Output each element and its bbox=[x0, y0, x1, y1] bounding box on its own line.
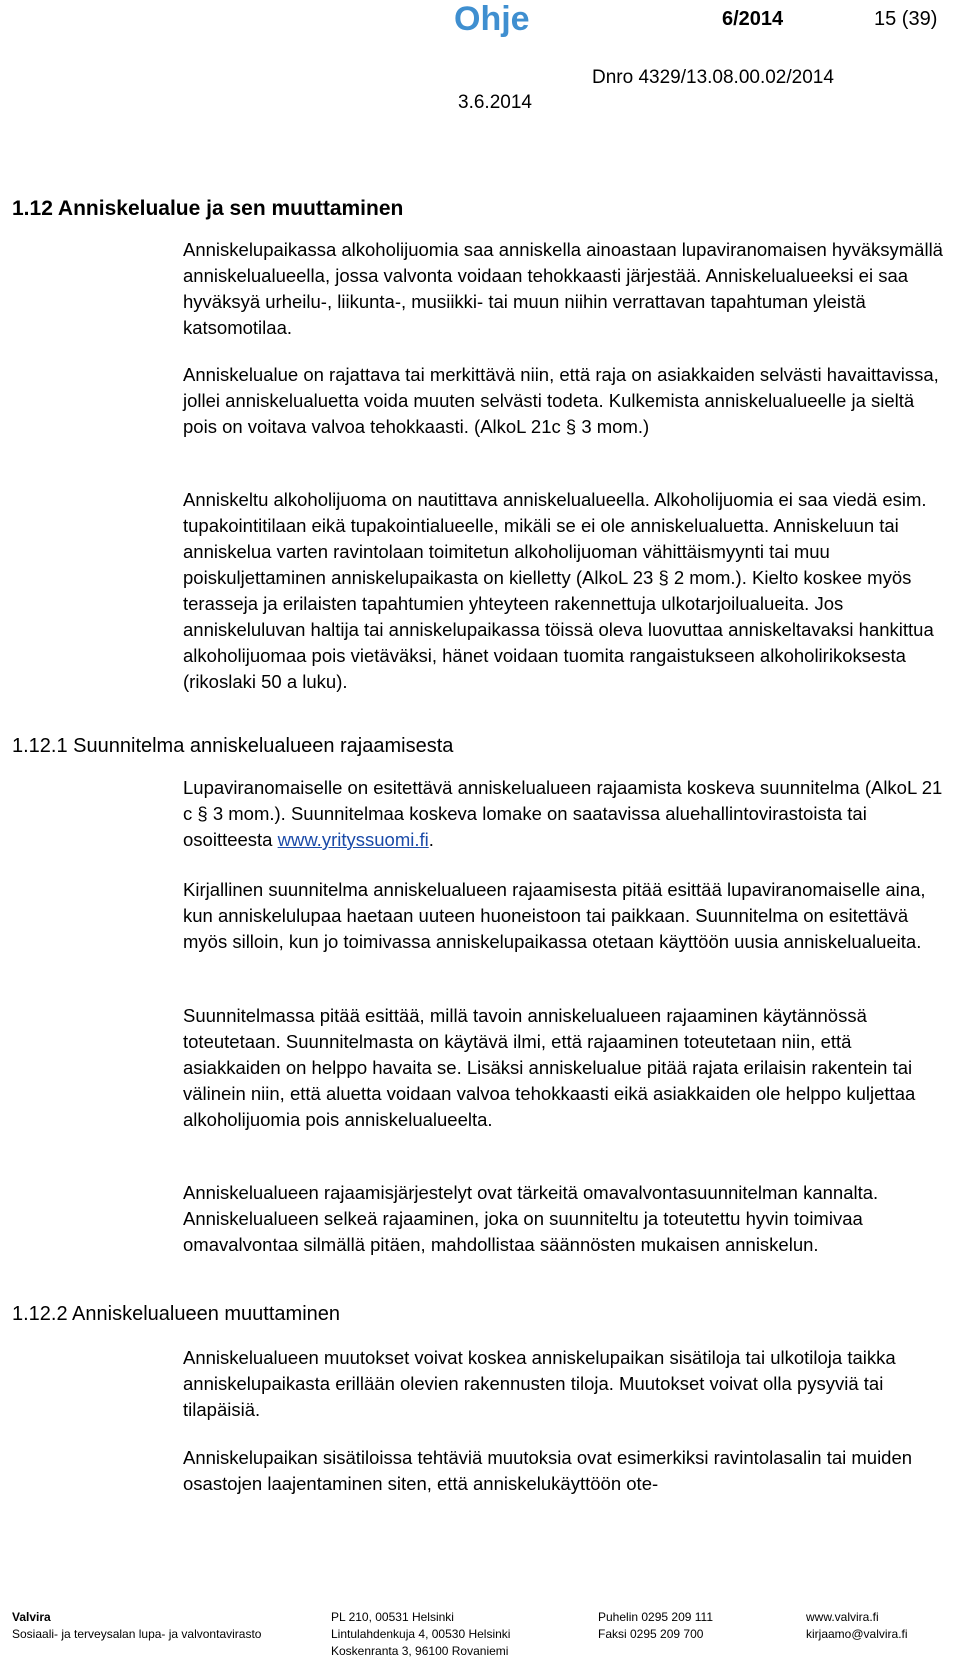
issue-number: 6/2014 bbox=[722, 8, 784, 30]
paragraph bbox=[183, 1180, 943, 1258]
footer-fax: Faksi 0295 209 700 bbox=[598, 1627, 704, 1641]
paragraph-text bbox=[183, 775, 943, 853]
paragraph-text: Anniskelualue on rajattava tai merkittävä niin, että raja on asiakkaiden selvästi havaittavissa, jollei anniskelualuetta voida muuten selvästi todeta. Kulkemista anniskelualueelle ja sieltä pois on voitava valvoa tehokkaasti. (AlkoL 21c § 3 mom.) bbox=[183, 364, 939, 437]
paragraph-text: Anniskelualueen muutokset voivat koskea anniskelupaikan sisätiloja tai ulkotiloja taikka anniskelupaikasta erillään olevien rakennusten tiloja. Muutokset voivat olla pysyviä tai tilapäisiä. bbox=[183, 1347, 896, 1420]
footer-contact bbox=[598, 1609, 713, 1643]
paragraph-text-part: Lupaviranomaiselle on esitettävä anniskelualueen rajaamista koskeva suunnitelma (AlkoL 21 c § 3 mom.). Suunnitelmaa koskeva lomake on saatavissa aluehallintovirastoista tai osoitteesta bbox=[183, 777, 943, 850]
paragraph-text-end: . bbox=[428, 829, 434, 850]
paragraph bbox=[183, 775, 943, 853]
paragraph bbox=[183, 877, 943, 955]
diary-number: Dnro 4329/13.08.00.02/2014 bbox=[592, 67, 834, 88]
paragraph bbox=[183, 362, 943, 440]
subsection-heading: 1.12.1 Suunnitelma anniskelualueen rajaamisesta bbox=[12, 735, 454, 757]
footer-org-fullname: Sosiaali- ja terveysalan lupa- ja valvontavirasto bbox=[12, 1627, 262, 1641]
paragraph bbox=[183, 1445, 943, 1497]
page-number: 15 (39) bbox=[874, 8, 938, 30]
paragraph bbox=[183, 1345, 943, 1423]
footer-website[interactable]: www.valvira.fi bbox=[806, 1610, 879, 1624]
footer-address: Lintulahdenkuja 4, 00530 Helsinki bbox=[331, 1627, 511, 1641]
paragraph-text: Kirjallinen suunnitelma anniskelualueen rajaamisesta pitää esittää lupaviranomaiselle aina, kun anniskelulupaa haetaan uuteen huoneistoon tai paikkaan. Suunnitelma on esitettävä myös silloin, kun jo toimivassa anniskelupaikassa otetaan käyttöön uusia anniskelualueita. bbox=[183, 879, 926, 952]
section-heading: 1.12 Anniskelualue ja sen muuttaminen bbox=[12, 197, 404, 220]
document-type: Ohje bbox=[454, 0, 530, 38]
footer-organization bbox=[12, 1609, 261, 1643]
footer-address: Koskenranta 3, 96100 Rovaniemi bbox=[331, 1644, 509, 1658]
footer-org-name: Valvira bbox=[12, 1610, 51, 1624]
footer-web bbox=[806, 1609, 908, 1643]
yrityssuomi-link[interactable]: www.yrityssuomi.fi bbox=[277, 829, 429, 850]
subsection-heading: 1.12.2 Anniskelualueen muuttaminen bbox=[12, 1303, 341, 1325]
paragraph-text: Anniskelupaikan sisätiloissa tehtäviä muutoksia ovat esimerkiksi ravintolasalin tai muiden osastojen laajentaminen siten, että anniskelukäyttöön ote- bbox=[183, 1447, 913, 1494]
paragraph-text: Anniskeltu alkoholijuoma on nautittava anniskelualueella. Alkoholijuomia ei saa viedä esim. tupakointitilaan eikä tupakointialueelle, mikäli se ei ole anniskelualuetta. Anniskeluun tai anniskelua varten ravintolaan toimitetun alkoholijuoman vähittäismyynti tai muu poiskuljettaminen anniskelupaikasta on kielletty (AlkoL 23 § 2 mom.). Kielto koskee myös terasseja ja erilaisten tapahtumien yhteyteen rakennettuja ulkotarjoilualueita. Jos anniskeluluvan haltija tai anniskelupaikassa töissä oleva luovuttaa anniskeltavaksi hankittua alkoholijuomaa pois vietäväksi, hänet voidaan tuomita rangaistukseen alkoholirikoksesta (rikoslaki 50 a luku). bbox=[183, 489, 934, 692]
paragraph-text: Anniskelualueen rajaamisjärjestelyt ovat tärkeitä omavalvontasuunnitelman kannalta. Anniskelualueen selkeä rajaaminen, joka on suunniteltu ja toteutettu hyvin toimivaa omavalvontaa silmällä pitäen, mahdollistaa säännösten mukaisen anniskelun. bbox=[183, 1182, 879, 1255]
paragraph bbox=[183, 237, 943, 341]
paragraph bbox=[183, 487, 943, 695]
footer-email[interactable]: kirjaamo@valvira.fi bbox=[806, 1627, 908, 1641]
paragraph bbox=[183, 1003, 943, 1133]
footer-phone: Puhelin 0295 209 111 bbox=[598, 1610, 713, 1624]
document-date: 3.6.2014 bbox=[458, 92, 532, 113]
paragraph-text: Anniskelupaikassa alkoholijuomia saa anniskella ainoastaan lupaviranomaisen hyväksymällä anniskelualueella, jossa valvonta voidaan tehokkaasti järjestää. Anniskelualueeksi ei saa hyväksyä urheilu-, liikunta-, musiikki- tai muun niihin verrattavan tapahtuman yleistä katsomotilaa. bbox=[183, 239, 943, 338]
paragraph-text: Suunnitelmassa pitää esittää, millä tavoin anniskelualueen rajaaminen käytännössä toteutetaan. Suunnitelmasta on käytävä ilmi, että rajaaminen toteutetaan niin, että asiakkaiden on helppo havaita se. Lisäksi anniskelualue pitää rajata erilaisin rakentein tai välinein niin, että aluetta voidaan valvoa tehokkaasti eikä asiakkaiden ole helppo kuljettaa alkoholijuomia pois anniskelualueelta. bbox=[183, 1005, 916, 1130]
footer-address: PL 210, 00531 Helsinki bbox=[331, 1610, 454, 1624]
footer-addresses bbox=[331, 1609, 510, 1660]
